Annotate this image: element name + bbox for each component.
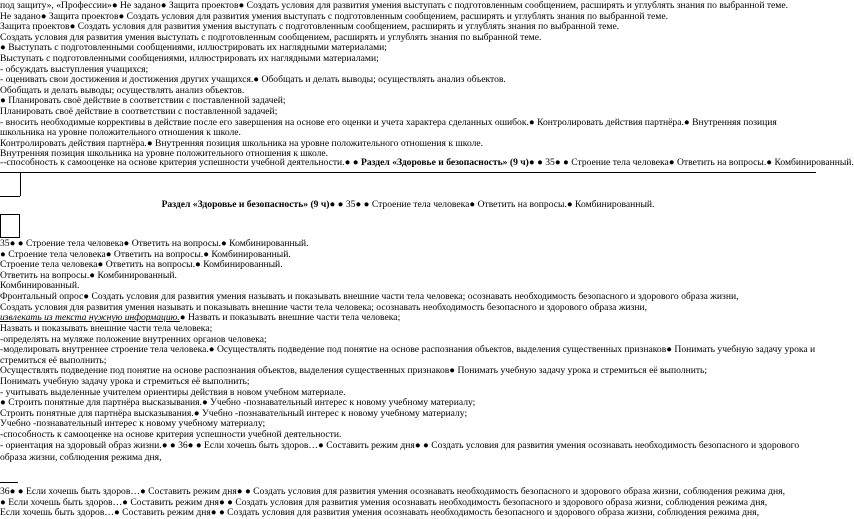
section-prefix: --способность к самооценке на основе критерия успешности учебной деятельности.● ● bbox=[0, 157, 361, 168]
text-line: Не задано● Защита проектов● Создать условия для развития умения выступать с подготовленным сообщением, расширять и углублять знания по выбранной теме. bbox=[0, 10, 669, 22]
text-line: -моделировать внутреннее строение тела человека.● Осуществлять подведение под понятие на основе распознания объектов, выделения существенных признаков● Понимать учебную задачу урока и стремиться её выполнить; bbox=[0, 344, 816, 366]
text-line: Строить понятные для партнёра высказывания.● Учебно -познавательный интерес к новому учебному материалу; bbox=[0, 407, 468, 419]
text-line: ● Если хочешь быть здоров…● Составить режим дня● ● Создать условия для развития умения осознавать необходимость безопасного и здорового образа жизни, соблюдения режима дня, bbox=[0, 496, 768, 508]
text-line: - обсуждать выступления учащихся; bbox=[0, 63, 149, 75]
empty-table-cell bbox=[0, 214, 20, 238]
table-rule bbox=[0, 482, 18, 483]
table-section-title: Раздел «Здоровье и безопасность» (9 ч) bbox=[161, 199, 330, 210]
text-line: - учитывать выделенные учителем ориентиры действия в новом учебном материале. bbox=[0, 386, 346, 398]
text-line: Понимать учебную задачу урока и стремиться её выполнить; bbox=[0, 375, 250, 387]
text-line: 36● ● Если хочешь быть здоров…● Составить режим дня● ● Создать условия для развития умения осознавать необходимость безопасного и здорового образа жизни, соблюдения режима дня, bbox=[0, 486, 785, 497]
text-line: ● Строить понятные для партнёра высказывания.● Учебно -познавательный интерес к новому учебному материалу; bbox=[0, 397, 476, 409]
text-line: 35● ● Строение тела человека● Ответить на вопросы.● Комбинированный. bbox=[0, 238, 309, 249]
italic-phrase: извлекать из текста нужную информацию. bbox=[0, 312, 180, 324]
italic-line-rest: ● Назвать и показывать внешние части тела человека; bbox=[179, 312, 401, 324]
section-heading-line bbox=[0, 157, 854, 169]
text-line: Создать условия для развития умения выступать с подготовленным сообщением, расширять и углублять знания по выбранной теме. bbox=[0, 31, 542, 43]
lower-paragraphs bbox=[0, 324, 816, 441]
text-line: Контролировать действия партнёра.● Внутренняя позиция школьника на уровне положительного отношения к школе. bbox=[0, 137, 484, 149]
text-line: под защиту», «Профессии»● Не задано● Защита проектов● Создать условия для развития умения выступать с подготовленным сообщением, расширять и углублять знания по выбранной теме. bbox=[0, 0, 789, 11]
section-title: Раздел «Здоровье и безопасность» (9 ч) bbox=[360, 157, 529, 168]
top-paragraphs bbox=[0, 1, 816, 160]
text-line: Строение тела человека● Ответить на вопросы.● Комбинированный. bbox=[0, 259, 283, 271]
table-section-suffix: ● ● 35● ● Строение тела человека● Ответить на вопросы.● Комбинированный. bbox=[329, 199, 655, 210]
health-paragraph: - ориентация на здоровый образ жизни.● ● 36● ● Если хочешь быть здоров…● Составить режим дня● ● Создать условия для развития умения осознавать необходимость безопасного и здорового образа жизни, соблюдения режима дня, bbox=[0, 440, 800, 463]
text-line: ● Строение тела человека● Ответить на вопросы.● Комбинированный. bbox=[0, 248, 291, 260]
text-line: Ответить на вопросы.● Комбинированный. bbox=[0, 269, 177, 281]
text-line: Если хочешь быть здоров…● Составить режим дня● ● Создать условия для развития умения осознавать необходимость безопасного и здорового образа жизни, соблюдения режима дня, bbox=[0, 507, 759, 519]
text-line: Учебно -познавательный интерес к новому учебному материалу; bbox=[0, 418, 266, 430]
text-line: Внутренняя позиция школьника на уровне положительного отношения к школе. bbox=[0, 148, 329, 160]
section-suffix: ● ● 35● ● Строение тела человека● Ответить на вопросы.● Комбинированный. bbox=[528, 157, 854, 168]
text-line: Создать условия для развития умения называть и показывать внешние части тела человека; осознавать необходимость безопасного и здорового образа жизни, bbox=[0, 301, 648, 313]
table-rule bbox=[20, 172, 21, 196]
text-line: Назвать и показывать внешние части тела человека; bbox=[0, 323, 213, 334]
text-line: - вносить необходимые коррективы в действие после его завершения на основе его оценки и учета характера сделанных ошибок.● Контролировать действия партнёра.● Внутренняя позиция школьника на уровне положительного отношения к школе. bbox=[0, 116, 777, 139]
text-line: Фронтальный опрос● Создать условия для развития умения называть и показывать внешние части тела человека; осознавать необходимость безопасного и здорового образа жизни, bbox=[0, 290, 739, 302]
table-rule bbox=[0, 196, 20, 197]
text-line: Осуществлять подведение под понятие на основе распознания объектов, выделения существенных признаков● Понимать учебную задачу урока и стремиться её выполнить; bbox=[0, 365, 708, 377]
text-line: ● Выступать с подготовленными сообщениями, иллюстрировать их наглядными материалами; bbox=[0, 42, 387, 54]
text-line: - оценивать свои достижения и достижения других учащихся.● Обобщать и делать выводы; осуществлять анализ объектов. bbox=[0, 74, 506, 86]
bottom-paragraphs bbox=[0, 487, 816, 519]
text-line: -определять на муляже положение внутренних органов человека; bbox=[0, 333, 267, 345]
middle-paragraphs bbox=[0, 239, 816, 324]
text-line: Обобщать и делать выводы; осуществлять анализ объектов. bbox=[0, 84, 245, 96]
text-line: ● Планировать своё действие в соответствии с поставленной задачей; bbox=[0, 95, 286, 107]
text-line: Комбинированный. bbox=[0, 280, 80, 292]
table-rule bbox=[0, 172, 816, 173]
text-line: Выступать с подготовленными сообщениями, иллюстрировать их наглядными материалами; bbox=[0, 52, 379, 64]
table-section-row bbox=[0, 200, 816, 211]
text-line: Защита проектов● Создать условия для развития умения выступать с подготовленным сообщением, расширять и углублять знания по выбранной теме. bbox=[0, 21, 620, 33]
text-line: Планировать своё действие в соответствии с поставленной задачей; bbox=[0, 105, 278, 117]
text-line: -способность к самооценке на основе критерия успешности учебной деятельности. bbox=[0, 428, 342, 440]
